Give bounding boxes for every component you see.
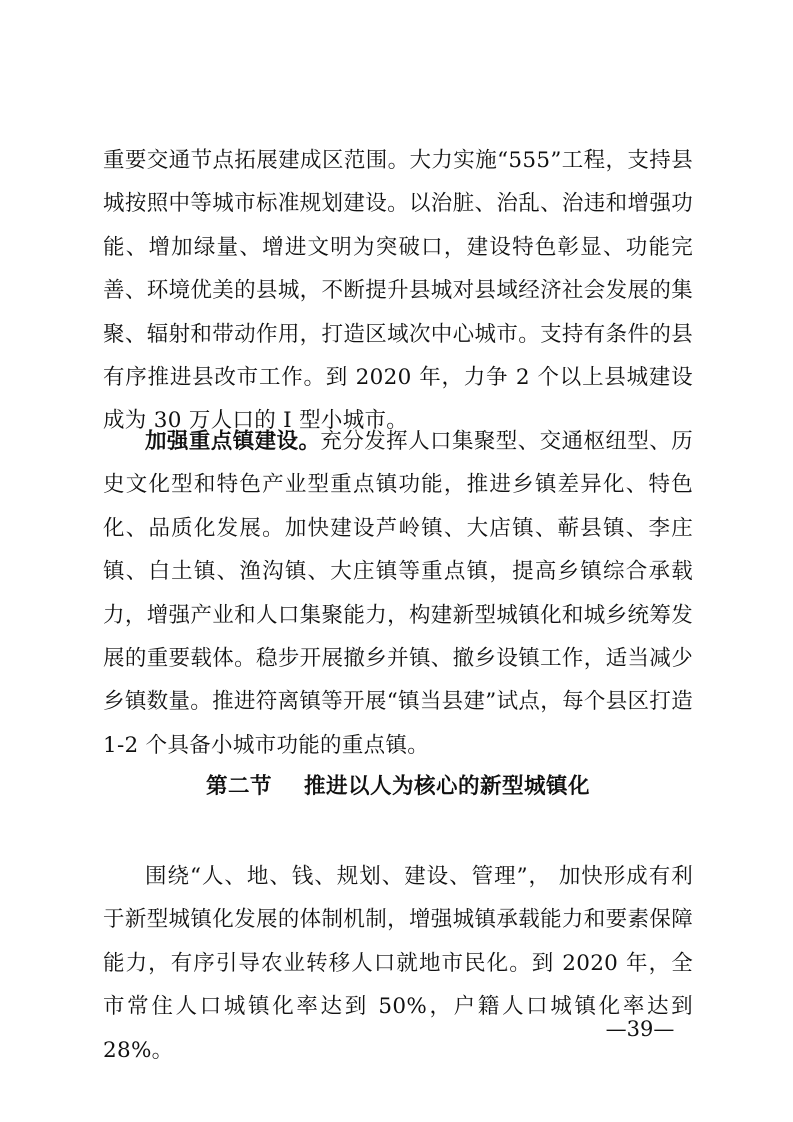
paragraph-text: 充分发挥人口集聚型、交通枢纽型、历史文化型和特色产业型重点镇功能，推进乡镇差异化、特色化、品质化发展。加快建设芦岭镇、大店镇、蕲县镇、李庄镇、白土镇、渔沟镇、大庄镇等重点镇，提高乡镇综合承载力，增强产业和人口集聚能力，构建新型城镇化和城乡统筹发展的重要载体。稳步开展撤乡并镇、撤乡设镇工作，适当减少乡镇数量。推进符离镇等开展“镇当县建”试点，每个县区打造 1-2 个具备小城市功能的重点镇。 — [103, 429, 693, 758]
page-number: —39— — [605, 1017, 675, 1041]
paragraph-lead-heading: 加强重点镇建设。 — [145, 429, 321, 454]
body-paragraph-key-towns — [103, 420, 693, 767]
body-paragraph-county-town — [103, 139, 693, 443]
section-heading: 第二节 推进以人为核心的新型城镇化 — [206, 774, 590, 799]
paragraph-text: 重要交通节点拓展建成区范围。大力实施“555”工程，支持县城按照中等城市标准规划建设。以治脏、治乱、治违和增强功能、增加绿量、增进文明为突破口，建设特色彰显、功能完善、环境优美的县城，不断提升县城对县域经济社会发展的集聚、辐射和带动作用，打造区域次中心城市。支持有条件的县有序推进县改市工作。到 2020 年，力争 2 个以上县城建设成为 30 万人口的 I 型小城市。 — [103, 148, 693, 434]
paragraph-text: 围绕“人、地、钱、规划、建设、管理”， 加快形成有利于新型城镇化发展的体制机制，增强城镇承载能力和要素保障能力，有序引导农业转移人口就地市民化。到 2020 年，全市常住人口城镇化率达到 50%，户籍人口城镇化率达到 28%。 — [103, 864, 693, 1063]
